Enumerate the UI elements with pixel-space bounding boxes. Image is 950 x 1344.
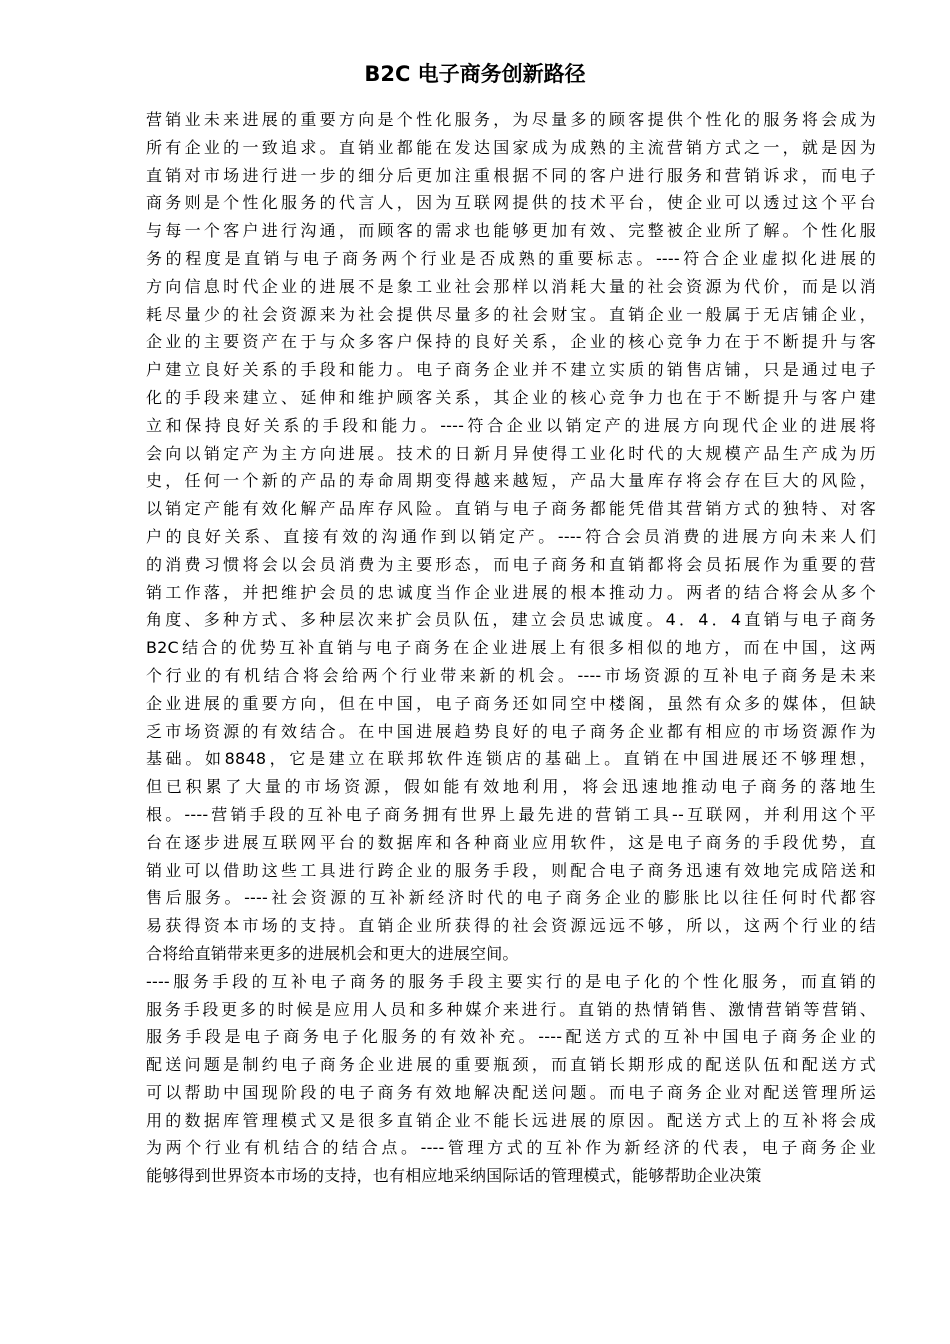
- text-line: 基础。如8848，它是建立在联邦软件连锁店的基础上。直销在中国进展还不够理想，: [146, 749, 876, 769]
- text-line: 所有企业的一致追求。直销业都能在发达国家成为成熟的主流营销方式之一，就是因为: [146, 137, 876, 157]
- text-line: 户建立良好关系的手段和能力。电子商务企业并不建立实质的销售店铺，只是通过电子: [146, 360, 876, 380]
- text-line: 与每一个客户进行沟通，而顾客的需求也能够更加有效、完整被企业所了解。个性化服: [146, 221, 876, 241]
- paragraph-1: [146, 106, 876, 968]
- text-line: 销业可以借助这些工具进行跨企业的服务手段，则配合电子商务迅速有效地完成陪送和: [146, 860, 876, 880]
- text-line: 乏市场资源的有效结合。在中国进展趋势良好的电子商务企业都有相应的市场资源作为: [146, 721, 876, 741]
- text-line: 售后服务。----社会资源的互补新经济时代的电子商务企业的膨胀比以往任何时代都容: [146, 888, 876, 908]
- text-line: 立和保持良好关系的手段和能力。----符合企业以销定产的进展方向现代企业的进展将: [146, 415, 876, 435]
- text-line: 合将给直销带来更多的进展机会和更大的进展空间。: [146, 943, 519, 963]
- text-line: 直销对市场进行进一步的细分后更加注重根据不同的客户进行服务和营销诉求，而电子: [146, 165, 876, 185]
- text-line: 的消费习惯将会以会员消费为主要形态，而电子商务和直销都将会员拓展作为重要的营: [146, 554, 876, 574]
- page-title-cjk: 电子商务创新路径: [417, 62, 586, 86]
- text-line: 企业的主要资产在于与众多客户保持的良好关系，企业的核心竞争力在于不断提升与客: [146, 332, 876, 352]
- text-line: 化的手段来建立、延伸和维护顾客关系，其企业的核心竞争力也在于不断提升与客户建: [146, 387, 876, 407]
- text-line: 服务手段更多的时候是应用人员和多种媒介来进行。直销的热情销售、激情营销等营销、: [146, 999, 876, 1019]
- text-line: 个行业的有机结合将会给两个行业带来新的机会。----市场资源的互补电子商务是未来: [146, 665, 876, 685]
- text-line: 以销定产能有效化解产品库存风险。直销与电子商务都能凭借其营销方式的独特、对客: [146, 499, 876, 519]
- text-line: 销工作落，并把维护会员的忠诚度当作企业进展的根本推动力。两者的结合将会从多个: [146, 582, 876, 602]
- text-line: 务的程度是直销与电子商务两个行业是否成熟的重要标志。----符合企业虚拟化进展的: [146, 248, 876, 268]
- text-line: 会向以销定产为主方向进展。技术的日新月异使得工业化时代的大规模产品生产成为历: [146, 443, 876, 463]
- document-body: [146, 106, 876, 1190]
- text-line: B2C结合的优势互补直销与电子商务在企业进展上有很多相似的地方，而在中国，这两: [146, 638, 876, 658]
- text-line: 耗尽量少的社会资源来为社会提供尽量多的社会财宝。直销企业一般属于无店铺企业，: [146, 304, 876, 324]
- text-line: 商务则是个性化服务的代言人，因为互联网提供的技术平台，使企业可以透过这个平台: [146, 193, 876, 213]
- text-line: 为两个行业有机结合的结合点。----管理方式的互补作为新经济的代表，电子商务企业: [146, 1138, 876, 1158]
- text-line: 角度、多种方式、多种层次来扩会员队伍，建立会员忠诚度。4．4．4直销与电子商务: [146, 610, 876, 630]
- text-line: 服务手段是电子商务电子化服务的有效补充。----配送方式的互补中国电子商务企业的: [146, 1027, 876, 1047]
- page-title: [0, 58, 950, 90]
- page-title-latin: B2C: [364, 62, 411, 86]
- text-line: 营销业未来进展的重要方向是个性化服务，为尽量多的顾客提供个性化的服务将会成为: [146, 110, 876, 129]
- text-line: 用的数据库管理模式又是很多直销企业不能长远进展的原因。配送方式上的互补将会成: [146, 1110, 876, 1130]
- text-line: 根。----营销手段的互补电子商务拥有世界上最先进的营销工具--互联网，并利用这个平: [146, 804, 876, 824]
- text-line: 可以帮助中国现阶段的电子商务有效地解决配送问题。而电子商务企业对配送管理所运: [146, 1082, 876, 1102]
- text-line: 企业进展的重要方向，但在中国，电子商务还如同空中楼阁，虽然有众多的媒体，但缺: [146, 693, 876, 713]
- text-line: 能够得到世界资本市场的支持，也有相应地采纳国际话的管理模式，能够帮助企业决策: [146, 1166, 762, 1186]
- text-line: 易获得资本市场的支持。直销企业所获得的社会资源远远不够，所以，这两个行业的结: [146, 916, 876, 936]
- text-line: 史，任何一个新的产品的寿命周期变得越来越短，产品大量库存将会存在巨大的风险，: [146, 471, 876, 491]
- paragraph-2: [146, 968, 876, 1190]
- text-line: 台在逐步进展互联网平台的数据库和各种商业应用软件，这是电子商务的手段优势，直: [146, 832, 876, 852]
- text-line: 配送问题是制约电子商务企业进展的重要瓶颈，而直销长期形成的配送队伍和配送方式: [146, 1055, 876, 1075]
- text-line: 但已积累了大量的市场资源，假如能有效地利用，将会迅速地推动电子商务的落地生: [146, 777, 876, 797]
- text-line: ----服务手段的互补电子商务的服务手段主要实行的是电子化的个性化服务，而直销的: [146, 971, 876, 991]
- text-line: 户的良好关系、直接有效的沟通作到以销定产。----符合会员消费的进展方向未来人们: [146, 526, 876, 546]
- text-line: 方向信息时代企业的进展不是象工业社会那样以消耗大量的社会资源为代价，而是以消: [146, 276, 876, 296]
